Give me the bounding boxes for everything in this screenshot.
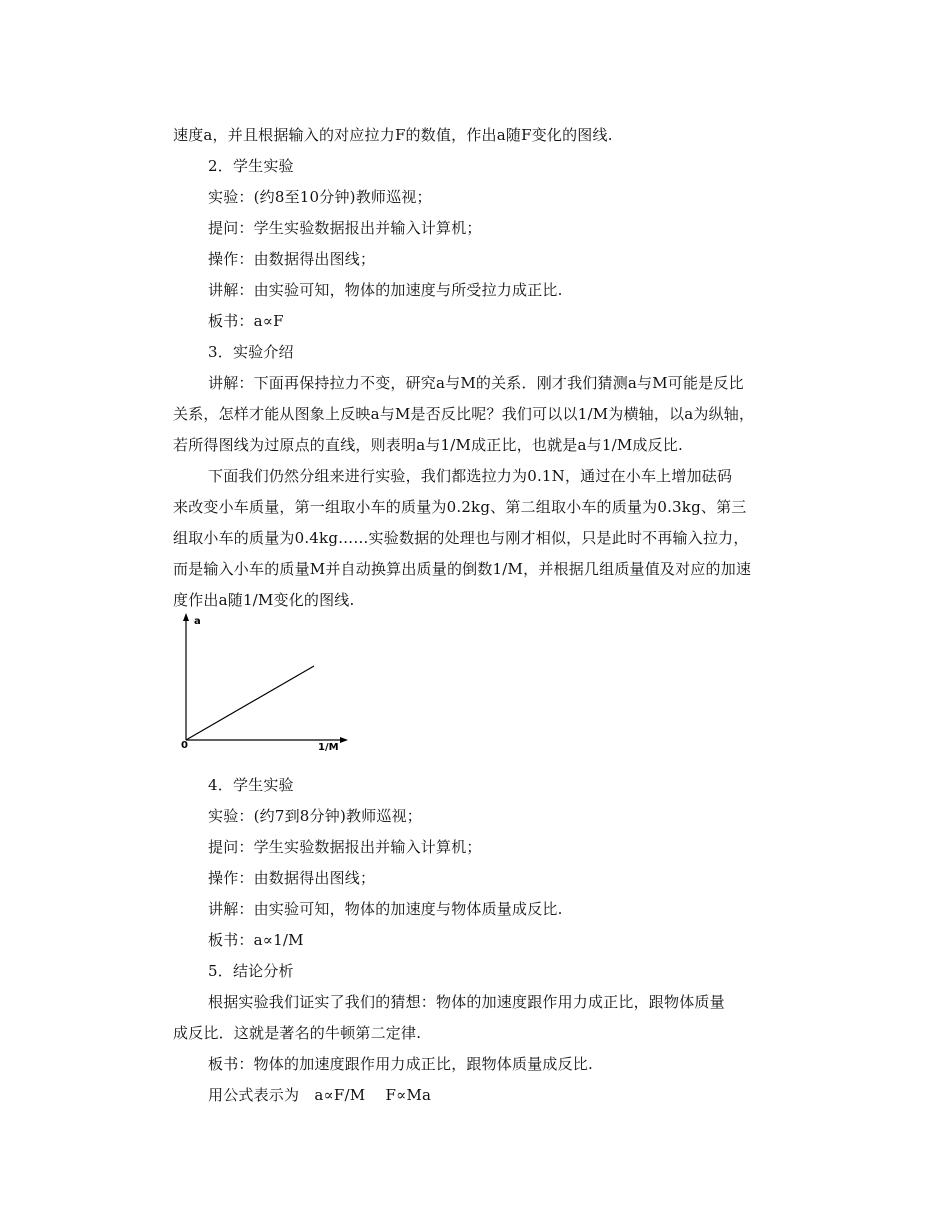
paragraph-line: 用公式表示为 a∝F/M F∝Ma	[208, 1086, 432, 1104]
paragraph-line: 讲解：由实验可知，物体的加速度与物体质量成反比.	[208, 900, 563, 918]
paragraph-line: 板书：a∝1/M	[208, 931, 304, 949]
paragraph-line: 若所得图线为过原点的直线，则表明a与1/M成正比，也就是a与1/M成反比.	[173, 436, 683, 454]
paragraph-line: 讲解：下面再保持拉力不变，研究a与M的关系．刚才我们猜测a与M可能是反比	[208, 374, 744, 392]
y-axis-label: a	[194, 616, 201, 627]
paragraph-line: 板书：物体的加速度跟作用力成正比，跟物体质量成反比.	[208, 1055, 593, 1073]
paragraph-line: 下面我们仍然分组来进行实验，我们都选拉力为0.1N，通过在小车上增加砝码	[208, 467, 733, 485]
paragraph-line: 板书：a∝F	[208, 312, 284, 330]
x-axis-label: 1/M	[318, 742, 339, 752]
paragraph-line: 操作：由数据得出图线；	[208, 250, 376, 268]
section-heading: 3．实验介绍	[208, 343, 294, 361]
origin-label: 0	[181, 740, 188, 751]
paragraph-line: 组取小车的质量为0.4kg……实验数据的处理也与刚才相似，只是此时不再输入拉力，	[173, 529, 749, 547]
paragraph-line: 提问：学生实验数据报出并输入计算机；	[208, 838, 482, 856]
paragraph-line: 来改变小车质量，第一组取小车的质量为0.2kg、第二组取小车的质量为0.3kg、第三	[173, 498, 747, 516]
paragraph-line: 讲解：由实验可知，物体的加速度与所受拉力成正比.	[208, 281, 563, 299]
paragraph-line: 提问：学生实验数据报出并输入计算机；	[208, 219, 482, 237]
paragraph-line: 实验：(约7到8分钟)教师巡视；	[208, 807, 422, 825]
x-axis-arrow-icon	[340, 737, 348, 743]
paragraph-line: 操作：由数据得出图线；	[208, 869, 376, 887]
paragraph-line: 实验：(约8至10分钟)教师巡视；	[208, 188, 432, 206]
paragraph-line: 速度a，并且根据输入的对应拉力F的数值，作出a随F变化的图线.	[173, 126, 613, 144]
section-heading: 2．学生实验	[208, 157, 294, 175]
section-heading: 5．结论分析	[208, 962, 294, 980]
paragraph-line: 根据实验我们证实了我们的猜想：物体的加速度跟作用力成正比，跟物体质量	[208, 993, 725, 1011]
paragraph-line: 关系，怎样才能从图象上反映a与M是否反比呢？我们可以以1/M为横轴，以a为纵轴，	[173, 405, 755, 423]
section-heading: 4．学生实验	[208, 776, 294, 794]
a-vs-inverse-mass-graph	[172, 610, 362, 752]
y-axis-arrow-icon	[183, 613, 189, 621]
paragraph-line: 而是输入小车的质量M并自动换算出质量的倒数1/M，并根据几组质量值及对应的加速	[173, 560, 752, 578]
paragraph-line: 成反比．这就是著名的牛顿第二定律.	[173, 1024, 422, 1042]
proportional-line	[186, 666, 314, 740]
paragraph-line: 度作出a随1/M变化的图线.	[173, 591, 355, 609]
